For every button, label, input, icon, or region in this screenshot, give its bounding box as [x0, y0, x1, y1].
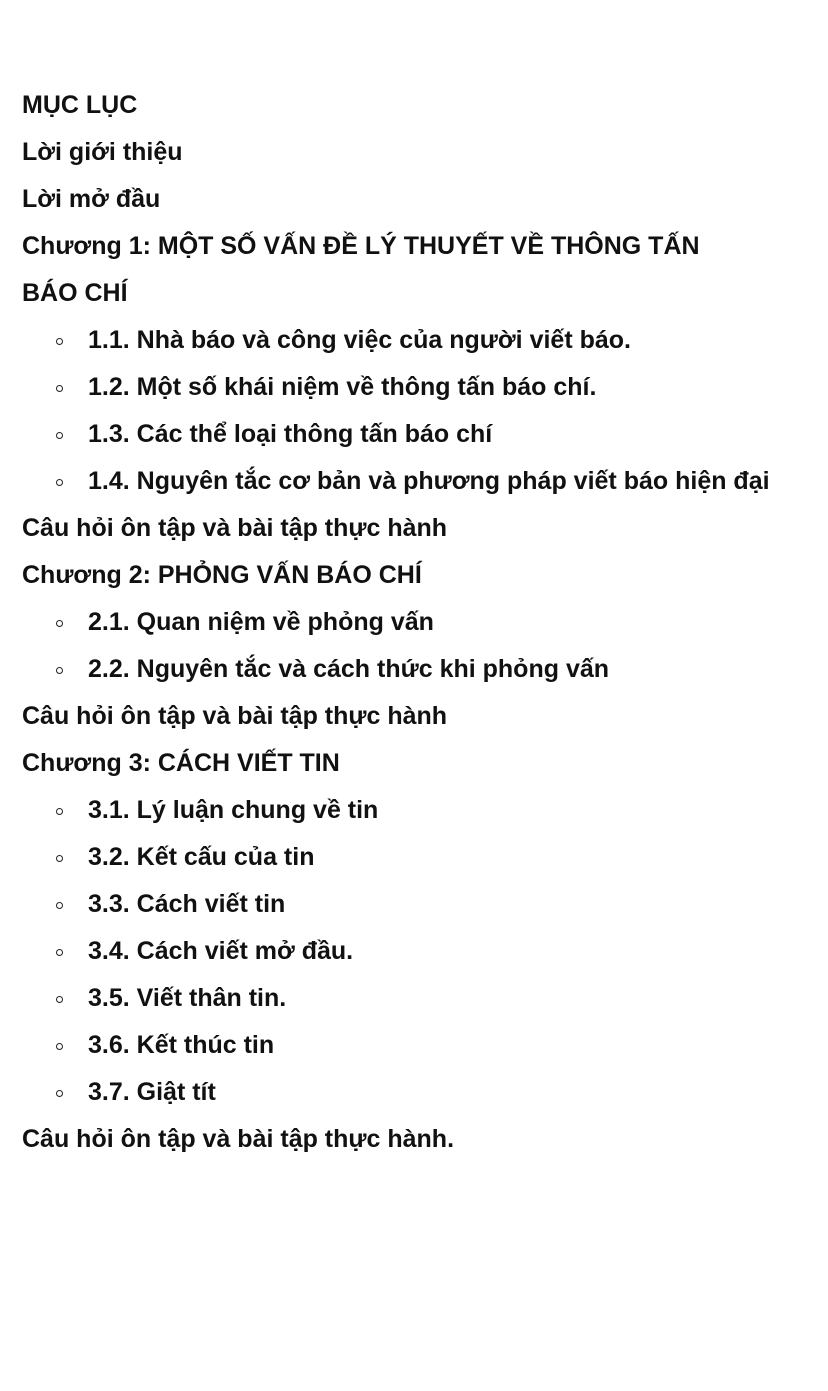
circle-bullet-icon — [56, 1090, 63, 1097]
toc-title: MỤC LỤC — [22, 91, 138, 119]
chapter-2-heading[interactable]: Chương 2: PHỎNG VẤN BÁO CHÍ — [22, 561, 422, 589]
toc-entry-intro[interactable]: Lời giới thiệu — [22, 138, 183, 166]
toc-subitem[interactable] — [22, 975, 822, 1022]
toc-subitem[interactable] — [22, 834, 822, 881]
circle-bullet-icon — [56, 338, 63, 345]
toc-subitem[interactable] — [22, 364, 822, 411]
toc-subitem[interactable] — [22, 317, 822, 364]
circle-bullet-icon — [56, 479, 63, 486]
chapter-1-review[interactable]: Câu hỏi ôn tập và bài tập thực hành — [22, 514, 448, 542]
chapter-2-review[interactable]: Câu hỏi ôn tập và bài tập thực hành — [22, 702, 448, 730]
circle-bullet-icon — [56, 855, 63, 862]
toc-subitem[interactable] — [22, 646, 822, 693]
toc-subitem[interactable] — [22, 881, 822, 928]
circle-bullet-icon — [56, 432, 63, 439]
circle-bullet-icon — [56, 620, 63, 627]
toc-subitem-label: 3.7. Giật tít — [88, 1078, 216, 1106]
toc-subitem-label: 2.2. Nguyên tắc và cách thức khi phỏng vấn — [88, 655, 610, 683]
toc-subitem-label: 3.3. Cách viết tin — [88, 890, 286, 918]
toc-subitem[interactable] — [22, 411, 822, 458]
toc-subitem-label: 1.1. Nhà báo và công việc của người viết báo. — [88, 326, 631, 354]
circle-bullet-icon — [56, 808, 63, 815]
toc-subitem-label: 3.2. Kết cấu của tin — [88, 843, 315, 871]
circle-bullet-icon — [56, 385, 63, 392]
chapter-3-heading[interactable]: Chương 3: CÁCH VIẾT TIN — [22, 749, 340, 777]
circle-bullet-icon — [56, 667, 63, 674]
toc-subitem[interactable] — [22, 928, 822, 975]
toc-subitem-label: 3.1. Lý luận chung về tin — [88, 796, 379, 824]
chapter-3-review[interactable]: Câu hỏi ôn tập và bài tập thực hành. — [22, 1125, 455, 1153]
toc-subitem-label: 1.4. Nguyên tắc cơ bản và phương pháp viết báo hiện đại — [88, 467, 770, 495]
toc-entry-preface[interactable]: Lời mở đầu — [22, 185, 161, 213]
chapter-1-heading-continued[interactable]: BÁO CHÍ — [22, 279, 128, 307]
toc-subitem-label: 2.1. Quan niệm về phỏng vấn — [88, 608, 434, 636]
toc-subitem[interactable] — [22, 1069, 822, 1116]
toc-subitem-label: 3.4. Cách viết mở đầu. — [88, 937, 354, 965]
toc-subitem[interactable] — [22, 458, 822, 505]
toc-subitem[interactable] — [22, 599, 822, 646]
circle-bullet-icon — [56, 1043, 63, 1050]
circle-bullet-icon — [56, 902, 63, 909]
circle-bullet-icon — [56, 996, 63, 1003]
chapter-1-heading[interactable]: Chương 1: MỘT SỐ VẤN ĐỀ LÝ THUYẾT VỀ THÔNG TẤN — [22, 232, 700, 260]
toc-subitem-label: 1.2. Một số khái niệm về thông tấn báo chí. — [88, 373, 597, 401]
toc-subitem-label: 3.6. Kết thúc tin — [88, 1031, 275, 1059]
toc-subitem[interactable] — [22, 1022, 822, 1069]
table-of-contents — [22, 82, 822, 1163]
toc-subitem-label: 1.3. Các thể loại thông tấn báo chí — [88, 420, 493, 448]
toc-subitem-label: 3.5. Viết thân tin. — [88, 984, 287, 1012]
toc-subitem[interactable] — [22, 787, 822, 834]
circle-bullet-icon — [56, 949, 63, 956]
